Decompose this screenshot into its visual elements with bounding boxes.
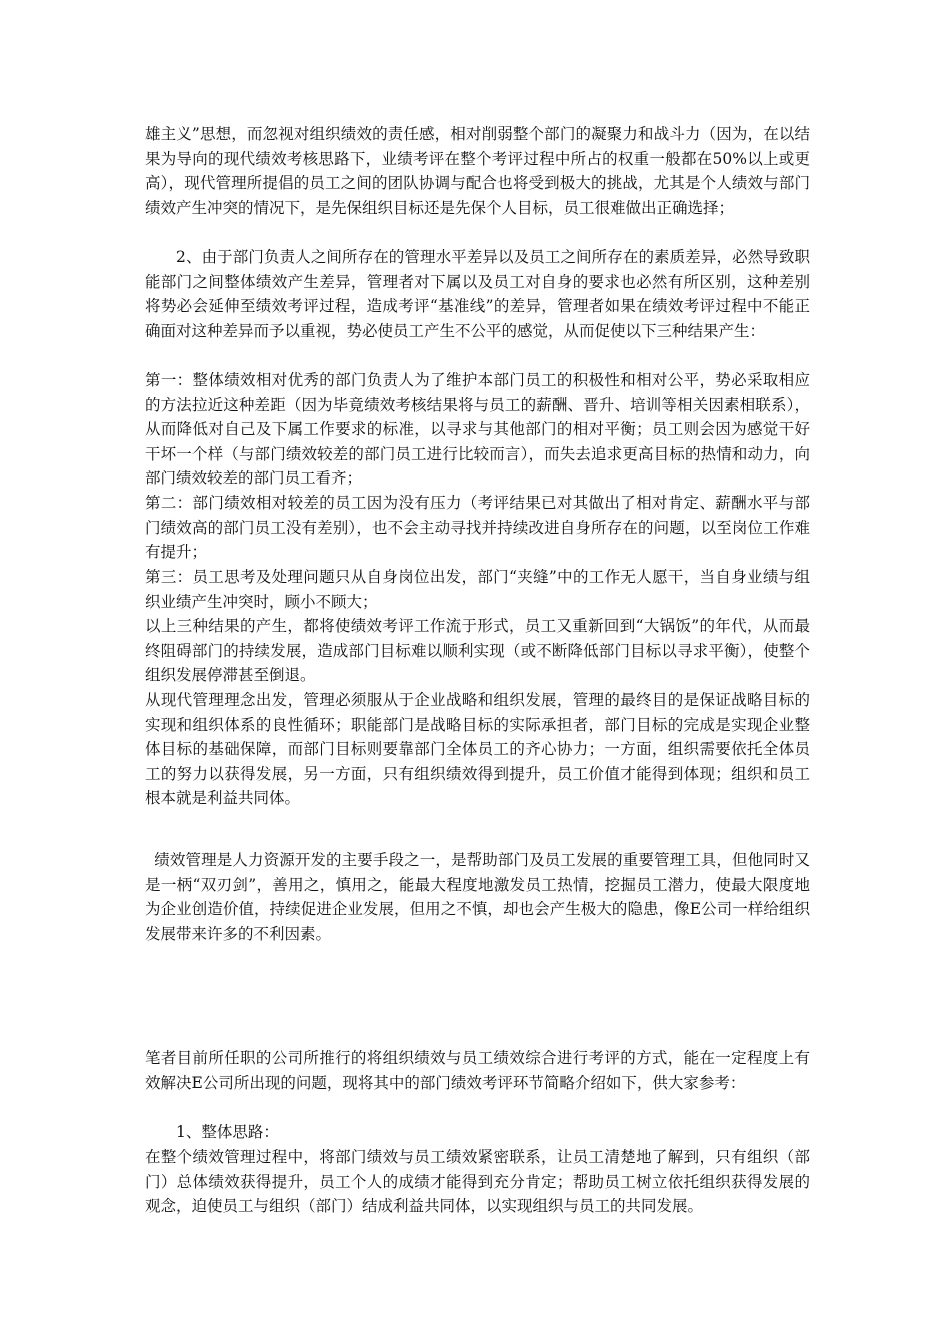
paragraph-6: 以上三种结果的产生，都将使绩效考评工作流于形式，员工又重新回到“大锅饭”的年代，从而最终阻碍部门的持续发展，造成部门目标难以顺利实现（或不断降低部门目标以寻求平衡），使整个组织发展停滞甚至倒退。 [145, 617, 810, 684]
paragraph-2: 2、由于部门负责人之间所存在的管理水平差异以及员工之间所存在的素质差异，必然导致职能部门之间整体绩效产生差异，管理者对下属以及员工对自身的要求也必然有所区别，这种差别将势必会延伸至绩效考评过程，造成考评“基准线”的差异，管理者如果在绩效考评过程中不能正确面对这种差异而予以重视，势必使员工产生不公平的感觉，从而促使以下三种结果产生： [145, 248, 810, 340]
paragraph-4: 第二：部门绩效相对较差的员工因为没有压力（考评结果已对其做出了相对肯定、薪酬水平与部门绩效高的部门员工没有差别），也不会主动寻找并持续改进自身所存在的问题，以至岗位工作难有提升； [145, 494, 810, 561]
paragraph-8: 绩效管理是人力资源开发的主要手段之一，是帮助部门及员工发展的重要管理工具，但他同时又是一柄“双刃剑”，善用之，慎用之，能最大程度地激发员工热情，挖掘员工潜力，使最大限度地为企业创造价值，持续促进企业发展，但用之不慎，却也会产生极大的隐患，像E公司一样给组织发展带来许多的不利因素。 [145, 851, 810, 943]
section-heading-overall: 1、整体思路： [176, 1123, 279, 1141]
paragraph-5: 第三：员工思考及处理问题只从自身岗位出发，部门“夹缝”中的工作无人愿干，当自身业绩与组织业绩产生冲突时，顾小不顾大； [145, 568, 810, 611]
paragraph-11: 在整个绩效管理过程中，将部门绩效与员工绩效紧密联系，让员工清楚地了解到，只有组织（部门）总体绩效获得提升，员工个人的成绩才能得到充分肯定；帮助员工树立依托组织获得发展的观念，迫使员工与组织（部门）结成利益共同体，以实现组织与员工的共同发展。 [145, 1148, 810, 1215]
paragraph-1: 雄主义”思想，而忽视对组织绩效的责任感，相对削弱整个部门的凝聚力和战斗力（因为，在以结果为导向的现代绩效考核思路下，业绩考评在整个考评过程中所占的权重一般都在50%以上或更高），现代管理所提倡的员工之间的团队协调与配合也将受到极大的挑战，尤其是个人绩效与部门绩效产生冲突的情况下，是先保组织目标还是先保个人目标，员工很难做出正确选择； [145, 125, 810, 217]
paragraph-3: 第一：整体绩效相对优秀的部门负责人为了维护本部门员工的积极性和相对公平，势必采取相应的方法拉近这种差距（因为毕竟绩效考核结果将与员工的薪酬、晋升、培训等相关因素相联系），从而降低对自己及下属工作要求的标准，以寻求与其他部门的相对平衡；员工则会因为感觉干好干坏一个样（与部门绩效较差的部门员工进行比较而言），而失去追求更高目标的热情和动力，向部门绩效较差的部门员工看齐； [145, 371, 810, 487]
paragraph-9: 笔者目前所任职的公司所推行的将组织绩效与员工绩效综合进行考评的方式，能在一定程度上有效解决E公司所出现的问题，现将其中的部门绩效考评环节简略介绍如下，供大家参考： [145, 1049, 810, 1092]
paragraph-7: 从现代管理理念出发，管理必须服从于企业战略和组织发展，管理的最终目的是保证战略目标的实现和组织体系的良性循环；职能部门是战略目标的实际承担者，部门目标的完成是实现企业整体目标的基础保障，而部门目标则要靠部门全体员工的齐心协力；一方面，组织需要依托全体员工的努力以获得发展，另一方面，只有组织绩效得到提升，员工价值才能得到体现；组织和员工根本就是利益共同体。 [145, 691, 810, 807]
